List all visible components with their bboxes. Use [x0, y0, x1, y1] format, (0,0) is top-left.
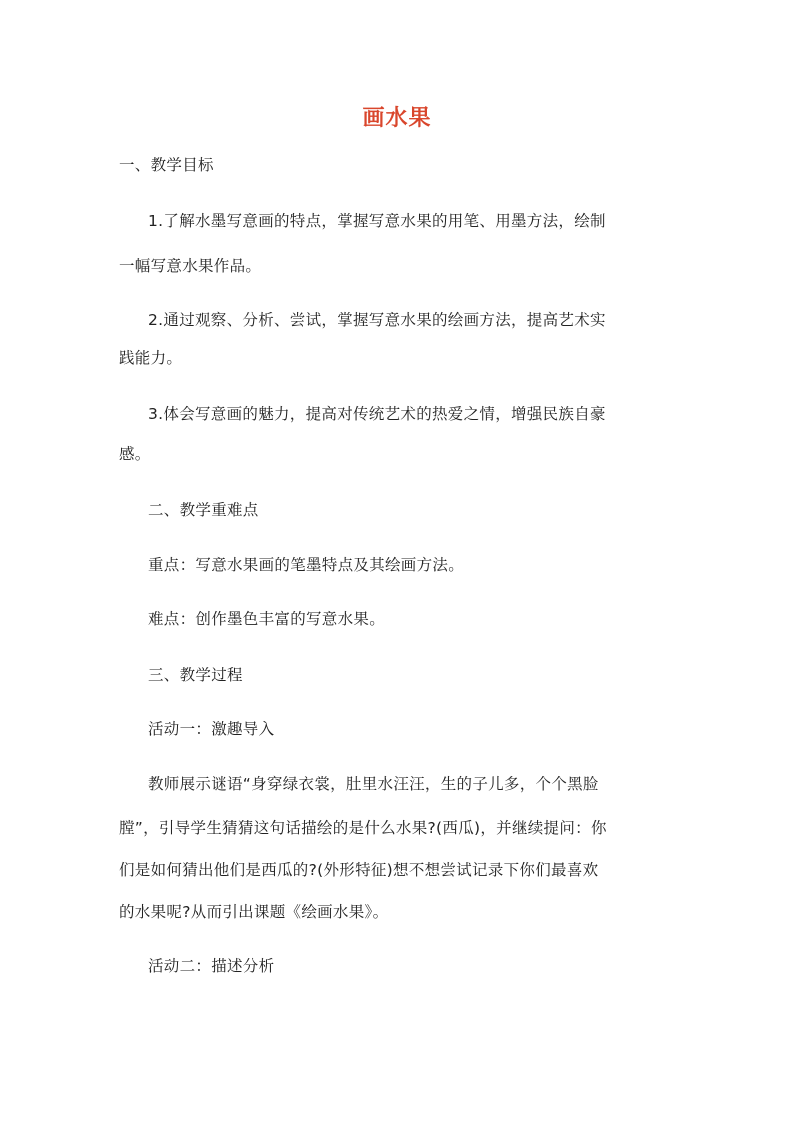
paragraph-activity1-line3: 们是如何猜出他们是西瓜的?(外形特征)想不想尝试记录下你们最喜欢 — [119, 861, 599, 879]
activity2-title: 活动二：描述分析 — [148, 957, 275, 975]
paragraph-activity1-line2: 膛”，引导学生猜猜这句话描绘的是什么水果?(西瓜)，并继续提问：你 — [119, 819, 607, 837]
paragraph-activity1-line4: 的水果呢?从而引出课题《绘画水果》。 — [119, 903, 389, 921]
paragraph-goal3-line1: 3.体会写意画的魅力，提高对传统艺术的热爱之情，增强民族自豪 — [148, 405, 606, 423]
paragraph-goal3-line2: 感。 — [119, 445, 151, 463]
paragraph-goal1-line2: 一幅写意水果作品。 — [119, 257, 262, 275]
paragraph-goal2-line2: 践能力。 — [119, 349, 183, 367]
paragraph-difficult-point: 难点：创作墨色丰富的写意水果。 — [148, 610, 386, 628]
paragraph-key-point: 重点：写意水果画的笔墨特点及其绘画方法。 — [148, 556, 465, 574]
paragraph-activity1-line1: 教师展示谜语“身穿绿衣裳，肚里水汪汪，生的子儿多，个个黑脸 — [148, 775, 599, 793]
section-heading-key: 二、教学重难点 — [148, 501, 259, 519]
section-heading-process: 三、教学过程 — [148, 666, 243, 684]
paragraph-goal1-line1: 1.了解水墨写意画的特点，掌握写意水果的用笔、用墨方法，绘制 — [148, 212, 606, 230]
activity1-title: 活动一：激趣导入 — [148, 720, 275, 738]
page-title: 画水果 — [362, 106, 432, 131]
section-heading-goals: 一、教学目标 — [119, 156, 214, 174]
paragraph-goal2-line1: 2.通过观察、分析、尝试，掌握写意水果的绘画方法，提高艺术实 — [148, 311, 606, 329]
